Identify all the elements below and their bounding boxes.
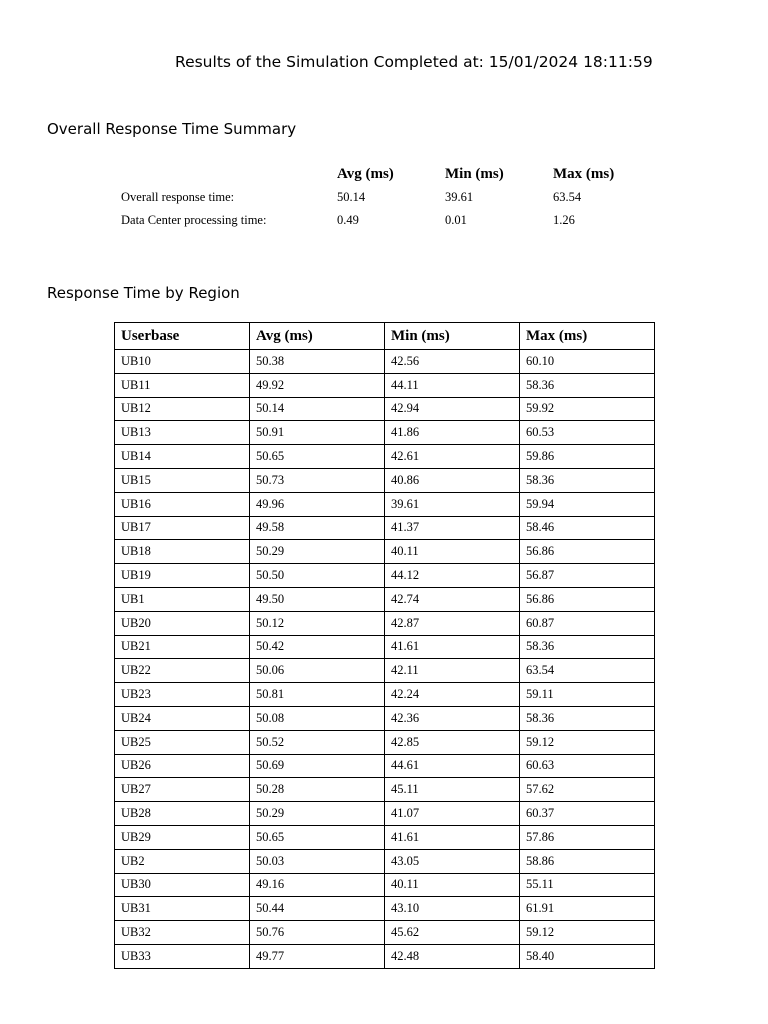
summary-row-min: 0.01 [445,213,467,227]
table-row [115,778,655,802]
region-cell-avg: 50.81 [250,683,385,707]
region-cell-max: 60.10 [520,350,655,374]
region-cell-max: 58.36 [520,706,655,730]
region-cell-userbase: UB1 [115,587,250,611]
region-cell-min: 44.61 [385,754,520,778]
region-cell-userbase: UB2 [115,849,250,873]
region-cell-avg: 50.42 [250,635,385,659]
region-cell-min: 41.86 [385,421,520,445]
region-cell-max: 60.37 [520,802,655,826]
region-cell-min: 42.24 [385,683,520,707]
summary-row-min: 39.61 [445,190,474,204]
region-cell-avg: 50.03 [250,849,385,873]
summary-row-max: 63.54 [553,190,582,204]
region-cell-userbase: UB22 [115,659,250,683]
region-cell-userbase: UB25 [115,730,250,754]
region-cell-max: 61.91 [520,897,655,921]
region-cell-userbase: UB13 [115,421,250,445]
summary-row-max: 1.26 [553,213,575,227]
table-row [115,730,655,754]
region-cell-max: 59.12 [520,921,655,945]
table-row [115,659,655,683]
region-cell-userbase: UB19 [115,564,250,588]
table-row [115,492,655,516]
table-row [115,587,655,611]
table-row [115,944,655,968]
region-cell-min: 44.11 [385,373,520,397]
region-cell-max: 58.36 [520,635,655,659]
region-cell-avg: 50.91 [250,421,385,445]
table-row [115,683,655,707]
region-cell-max: 60.53 [520,421,655,445]
region-cell-avg: 50.06 [250,659,385,683]
region-table [114,322,655,969]
summary-table [121,162,633,232]
region-cell-min: 43.10 [385,897,520,921]
region-heading: Response Time by Region [47,284,240,302]
region-cell-max: 56.86 [520,587,655,611]
region-cell-min: 39.61 [385,492,520,516]
region-cell-userbase: UB29 [115,825,250,849]
summary-row-avg: 50.14 [337,190,366,204]
table-row [115,897,655,921]
region-cell-min: 42.56 [385,350,520,374]
summary-row-label: Overall response time: [121,190,235,204]
table-row [115,754,655,778]
region-cell-min: 45.11 [385,778,520,802]
table-row [115,611,655,635]
region-cell-min: 43.05 [385,849,520,873]
region-cell-max: 57.62 [520,778,655,802]
region-cell-userbase: UB30 [115,873,250,897]
region-cell-avg: 49.96 [250,492,385,516]
table-row [115,516,655,540]
region-cell-userbase: UB33 [115,944,250,968]
region-cell-userbase: UB20 [115,611,250,635]
region-cell-userbase: UB10 [115,350,250,374]
region-cell-max: 59.94 [520,492,655,516]
report-title: Results of the Simulation Completed at: 15/01/2024 18:11:59 [175,53,653,71]
region-header-avg: Avg (ms) [250,323,385,350]
region-cell-min: 42.48 [385,944,520,968]
region-cell-max: 60.63 [520,754,655,778]
region-cell-max: 56.87 [520,564,655,588]
region-cell-min: 42.61 [385,445,520,469]
table-row [115,468,655,492]
region-cell-max: 56.86 [520,540,655,564]
summary-header-min: Min (ms) [445,165,504,182]
region-cell-min: 42.36 [385,706,520,730]
region-cell-min: 41.61 [385,635,520,659]
region-cell-userbase: UB32 [115,921,250,945]
region-cell-min: 40.86 [385,468,520,492]
summary-heading: Overall Response Time Summary [47,120,297,138]
region-cell-min: 42.87 [385,611,520,635]
summary-row [121,186,633,209]
table-row [115,564,655,588]
table-row [115,540,655,564]
region-cell-max: 59.92 [520,397,655,421]
region-cell-min: 40.11 [385,873,520,897]
region-cell-min: 42.94 [385,397,520,421]
table-row [115,921,655,945]
region-cell-avg: 50.65 [250,445,385,469]
region-cell-avg: 49.58 [250,516,385,540]
region-cell-userbase: UB18 [115,540,250,564]
region-cell-userbase: UB27 [115,778,250,802]
region-cell-userbase: UB11 [115,373,250,397]
region-cell-avg: 50.73 [250,468,385,492]
region-cell-avg: 50.65 [250,825,385,849]
region-cell-min: 40.11 [385,540,520,564]
region-cell-max: 63.54 [520,659,655,683]
region-cell-min: 42.85 [385,730,520,754]
region-cell-avg: 49.16 [250,873,385,897]
region-cell-min: 44.12 [385,564,520,588]
region-cell-userbase: UB28 [115,802,250,826]
region-table-body [115,350,655,969]
region-header-max: Max (ms) [520,323,655,350]
region-cell-avg: 49.50 [250,587,385,611]
region-cell-min: 41.07 [385,802,520,826]
region-cell-min: 41.37 [385,516,520,540]
region-cell-avg: 50.38 [250,350,385,374]
region-cell-max: 58.40 [520,944,655,968]
region-cell-avg: 50.76 [250,921,385,945]
region-cell-userbase: UB15 [115,468,250,492]
region-cell-max: 59.12 [520,730,655,754]
region-header-userbase: Userbase [115,323,250,350]
table-row [115,373,655,397]
region-cell-avg: 50.08 [250,706,385,730]
region-cell-avg: 50.29 [250,540,385,564]
summary-row-label: Data Center processing time: [121,213,267,227]
region-cell-avg: 50.12 [250,611,385,635]
region-cell-avg: 50.28 [250,778,385,802]
region-cell-userbase: UB21 [115,635,250,659]
region-cell-avg: 50.14 [250,397,385,421]
region-cell-min: 42.11 [385,659,520,683]
summary-row-avg: 0.49 [337,213,359,227]
region-cell-max: 58.86 [520,849,655,873]
region-cell-min: 41.61 [385,825,520,849]
summary-header-max: Max (ms) [553,165,615,182]
region-cell-max: 58.46 [520,516,655,540]
table-row [115,421,655,445]
table-row [115,397,655,421]
region-cell-max: 58.36 [520,373,655,397]
summary-header-row [121,162,633,186]
region-cell-min: 45.62 [385,921,520,945]
table-row [115,802,655,826]
region-header-min: Min (ms) [385,323,520,350]
region-cell-userbase: UB31 [115,897,250,921]
region-header-row [115,323,655,350]
region-cell-userbase: UB14 [115,445,250,469]
region-cell-avg: 50.44 [250,897,385,921]
region-cell-max: 59.86 [520,445,655,469]
region-cell-avg: 49.92 [250,373,385,397]
table-row [115,873,655,897]
summary-header-avg: Avg (ms) [337,165,394,182]
table-row [115,825,655,849]
summary-row [121,209,633,232]
table-row [115,350,655,374]
region-cell-avg: 50.50 [250,564,385,588]
region-cell-userbase: UB26 [115,754,250,778]
region-cell-userbase: UB12 [115,397,250,421]
region-cell-avg: 50.69 [250,754,385,778]
region-cell-avg: 50.52 [250,730,385,754]
region-cell-max: 57.86 [520,825,655,849]
region-cell-userbase: UB23 [115,683,250,707]
region-cell-max: 60.87 [520,611,655,635]
region-cell-min: 42.74 [385,587,520,611]
table-row [115,445,655,469]
region-cell-avg: 50.29 [250,802,385,826]
region-cell-max: 59.11 [520,683,655,707]
summary-header-blank [121,162,337,186]
region-cell-max: 55.11 [520,873,655,897]
table-row [115,635,655,659]
region-cell-userbase: UB16 [115,492,250,516]
table-row [115,849,655,873]
region-cell-avg: 49.77 [250,944,385,968]
region-cell-max: 58.36 [520,468,655,492]
table-row [115,706,655,730]
region-cell-userbase: UB24 [115,706,250,730]
region-cell-userbase: UB17 [115,516,250,540]
